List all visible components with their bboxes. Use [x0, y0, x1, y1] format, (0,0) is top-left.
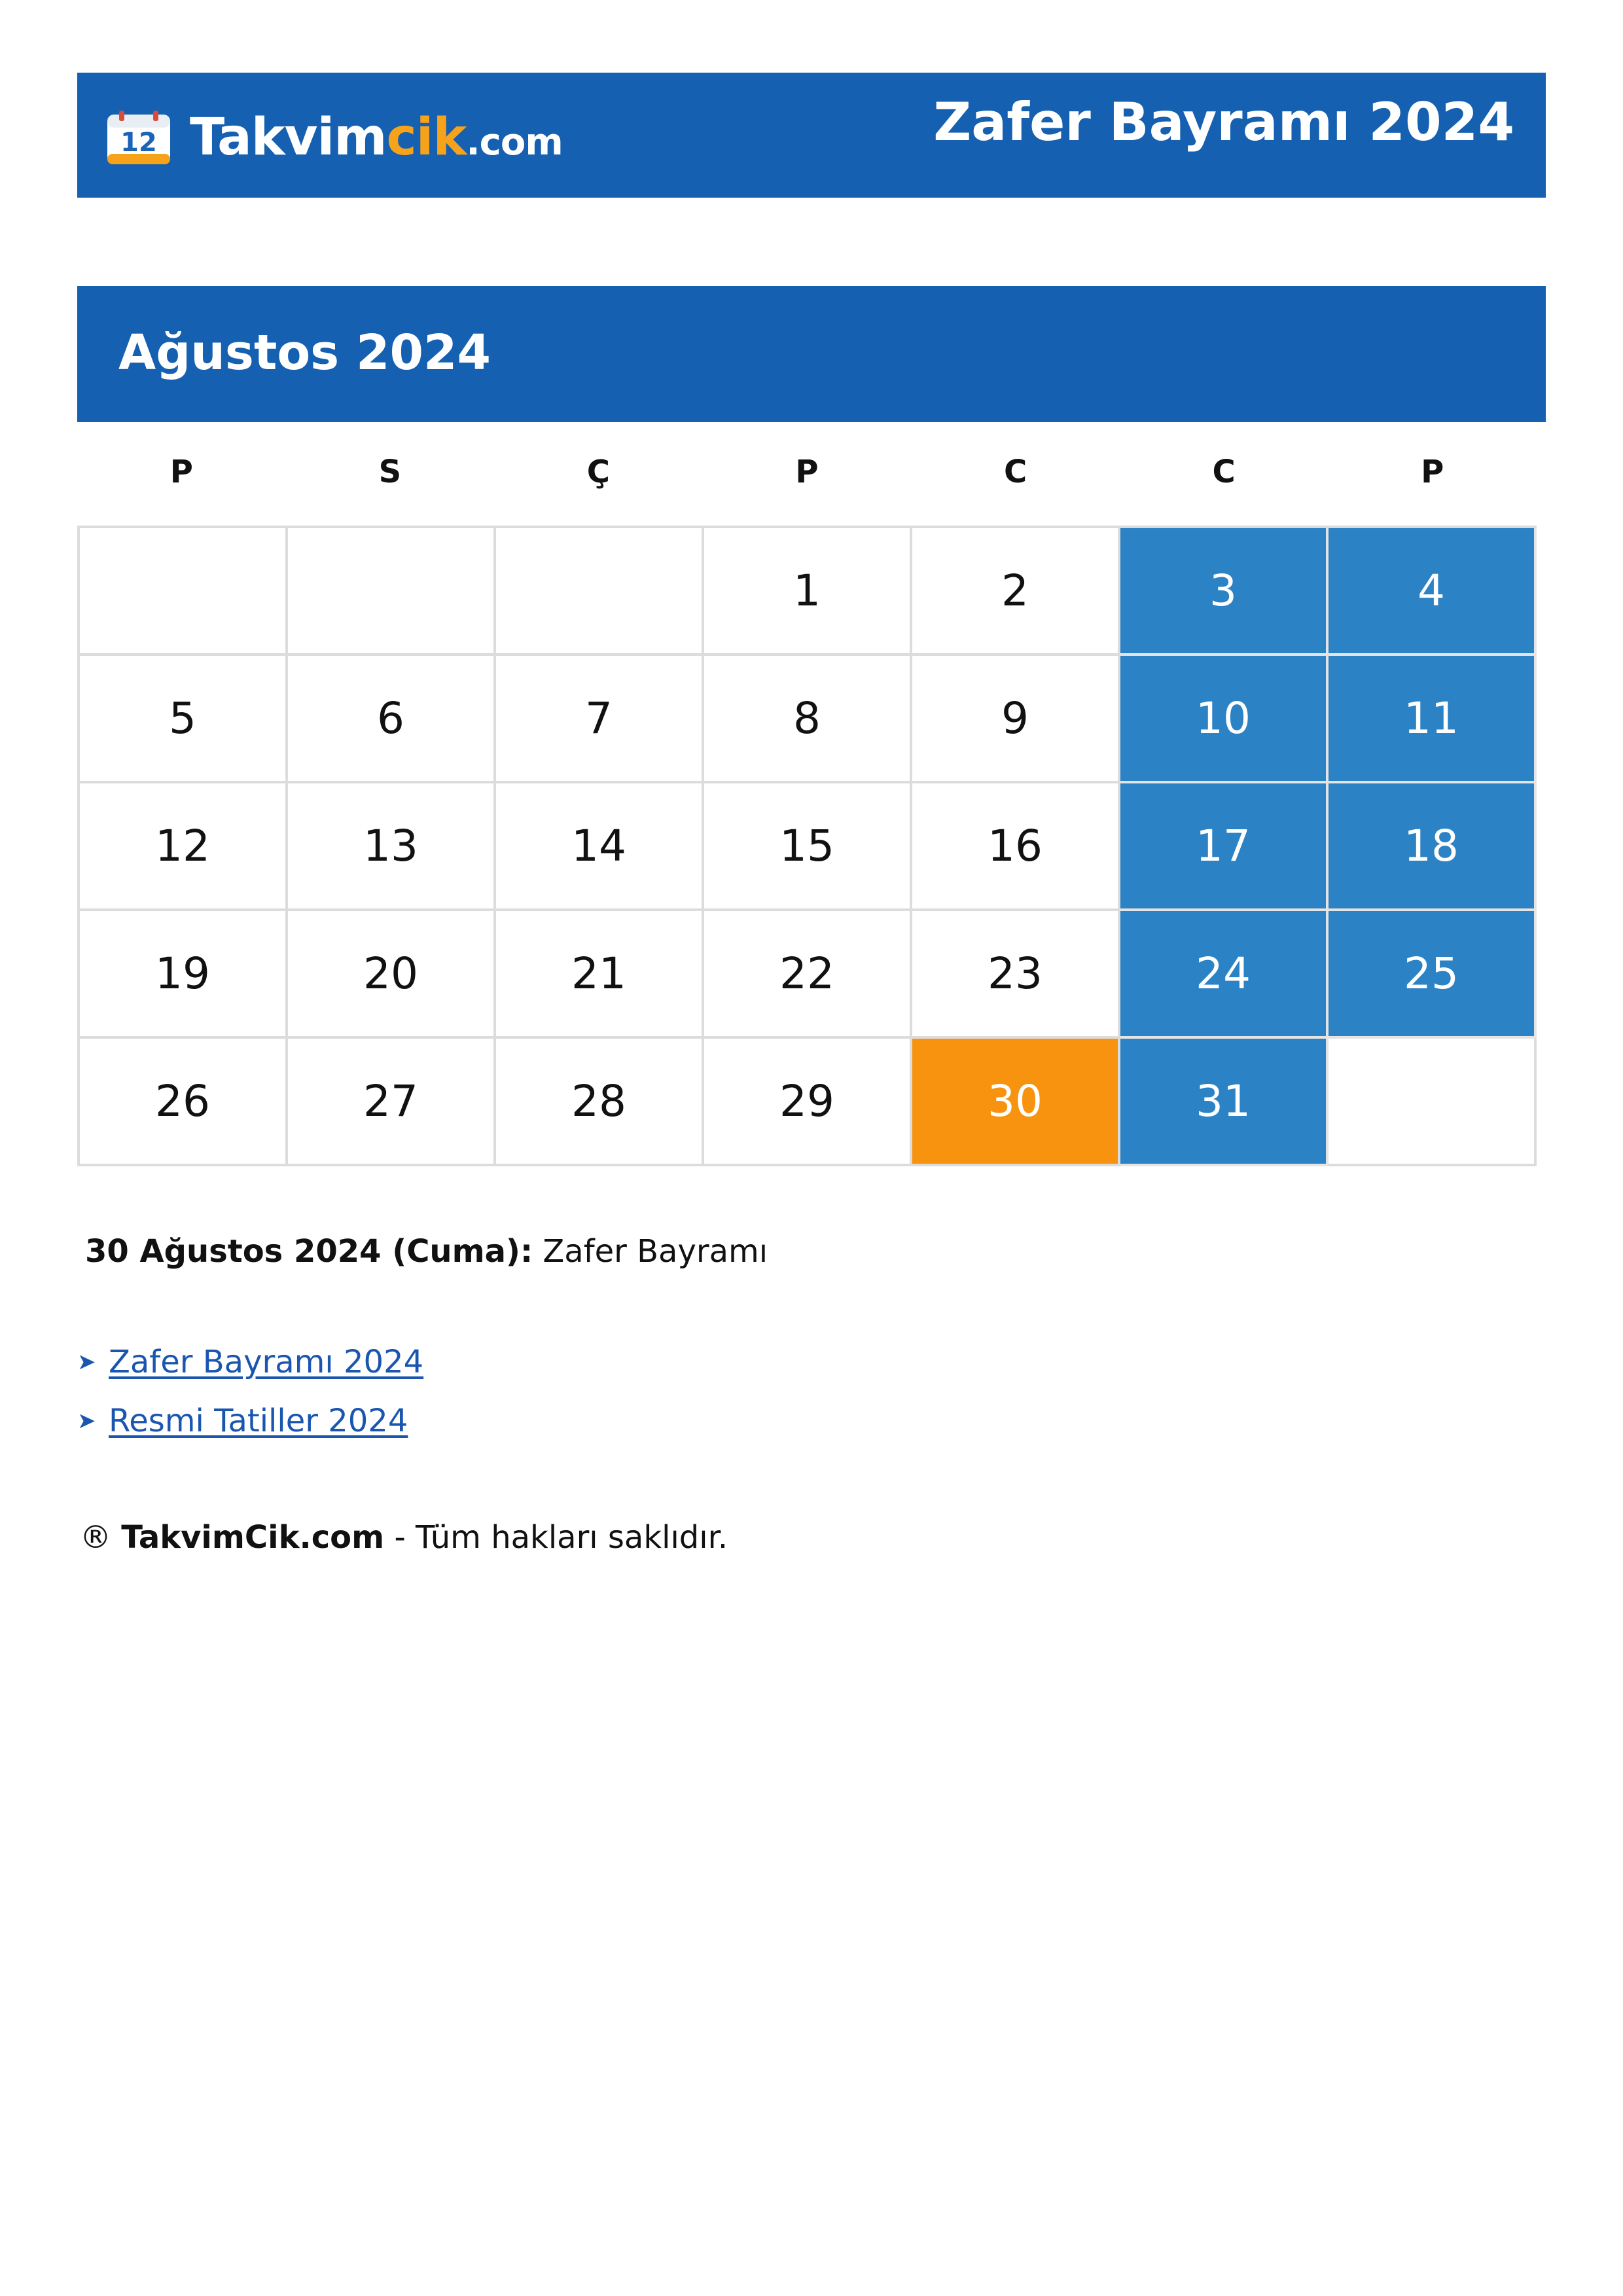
day-cell: 9: [912, 656, 1120, 783]
day-cell: 4: [1329, 528, 1537, 656]
day-cell: 14: [496, 783, 704, 911]
day-cell: 8: [704, 656, 912, 783]
day-cell: 25: [1329, 911, 1537, 1039]
day-cell: 6: [288, 656, 496, 783]
day-cell: 24: [1120, 911, 1329, 1039]
footer-brand[interactable]: TakvimCik.com: [121, 1519, 385, 1556]
footer-text: - Tüm hakları saklıdır.: [394, 1519, 728, 1556]
day-cell: 1: [704, 528, 912, 656]
svg-text:12: 12: [120, 128, 157, 158]
day-cell: 28: [496, 1039, 704, 1166]
arrow-right-icon: ➤: [77, 1408, 96, 1434]
page-title: Zafer Bayramı 2024: [933, 92, 1514, 152]
holiday-day-cell: 30: [912, 1039, 1120, 1166]
day-cell: 11: [1329, 656, 1537, 783]
day-cell: 19: [80, 911, 288, 1039]
weekday-label: C: [1003, 454, 1027, 490]
day-cell: 2: [912, 528, 1120, 656]
weekday-label: S: [378, 454, 402, 490]
holiday-date: 30 Ağustos 2024 (Cuma):: [85, 1233, 533, 1270]
day-cell: 16: [912, 783, 1120, 911]
logo-brand-main: Takvim: [190, 108, 387, 167]
day-cell: 20: [288, 911, 496, 1039]
day-cell: 17: [1120, 783, 1329, 911]
weekday-label: P: [169, 454, 193, 490]
site-logo[interactable]: [105, 108, 563, 167]
link-zafer-bayrami[interactable]: Zafer Bayramı 2024: [109, 1344, 424, 1380]
arrow-right-icon: ➤: [77, 1349, 96, 1375]
logo-wordmark: [190, 108, 563, 167]
day-cell: 29: [704, 1039, 912, 1166]
day-cell: 27: [288, 1039, 496, 1166]
calendar-grid: [77, 526, 1537, 1166]
link-resmi-tatiller[interactable]: Resmi Tatiller 2024: [109, 1403, 408, 1439]
weekday-label: Ç: [586, 454, 611, 490]
day-cell: 26: [80, 1039, 288, 1166]
calendar-logo-icon: [105, 109, 173, 166]
registered-icon: ®: [80, 1519, 111, 1556]
day-cell: 31: [1120, 1039, 1329, 1166]
day-cell: 3: [1120, 528, 1329, 656]
empty-day-cell: [288, 528, 496, 656]
empty-day-cell: [496, 528, 704, 656]
empty-day-cell: [1329, 1039, 1537, 1166]
link-item: [77, 1391, 423, 1450]
month-header: [77, 286, 1546, 422]
weekday-header-row: [77, 449, 1537, 495]
day-cell: 15: [704, 783, 912, 911]
empty-day-cell: [80, 528, 288, 656]
weekday-label: P: [795, 454, 819, 490]
weekday-label: P: [1421, 454, 1444, 490]
logo-brand-accent: cik: [386, 108, 467, 167]
day-cell: 10: [1120, 656, 1329, 783]
link-item: [77, 1333, 423, 1391]
holiday-name: Zafer Bayramı: [543, 1233, 768, 1270]
related-links: [77, 1333, 423, 1450]
day-cell: 7: [496, 656, 704, 783]
day-cell: 22: [704, 911, 912, 1039]
logo-brand-suffix: .com: [466, 121, 563, 164]
footer: [80, 1517, 728, 1558]
day-cell: 18: [1329, 783, 1537, 911]
page-header: [77, 73, 1546, 198]
day-cell: 12: [80, 783, 288, 911]
day-cell: 5: [80, 656, 288, 783]
holiday-description: [85, 1231, 768, 1272]
day-cell: 21: [496, 911, 704, 1039]
day-cell: 23: [912, 911, 1120, 1039]
month-title: Ağustos 2024: [118, 325, 491, 381]
day-cell: 13: [288, 783, 496, 911]
weekday-label: C: [1212, 454, 1236, 490]
